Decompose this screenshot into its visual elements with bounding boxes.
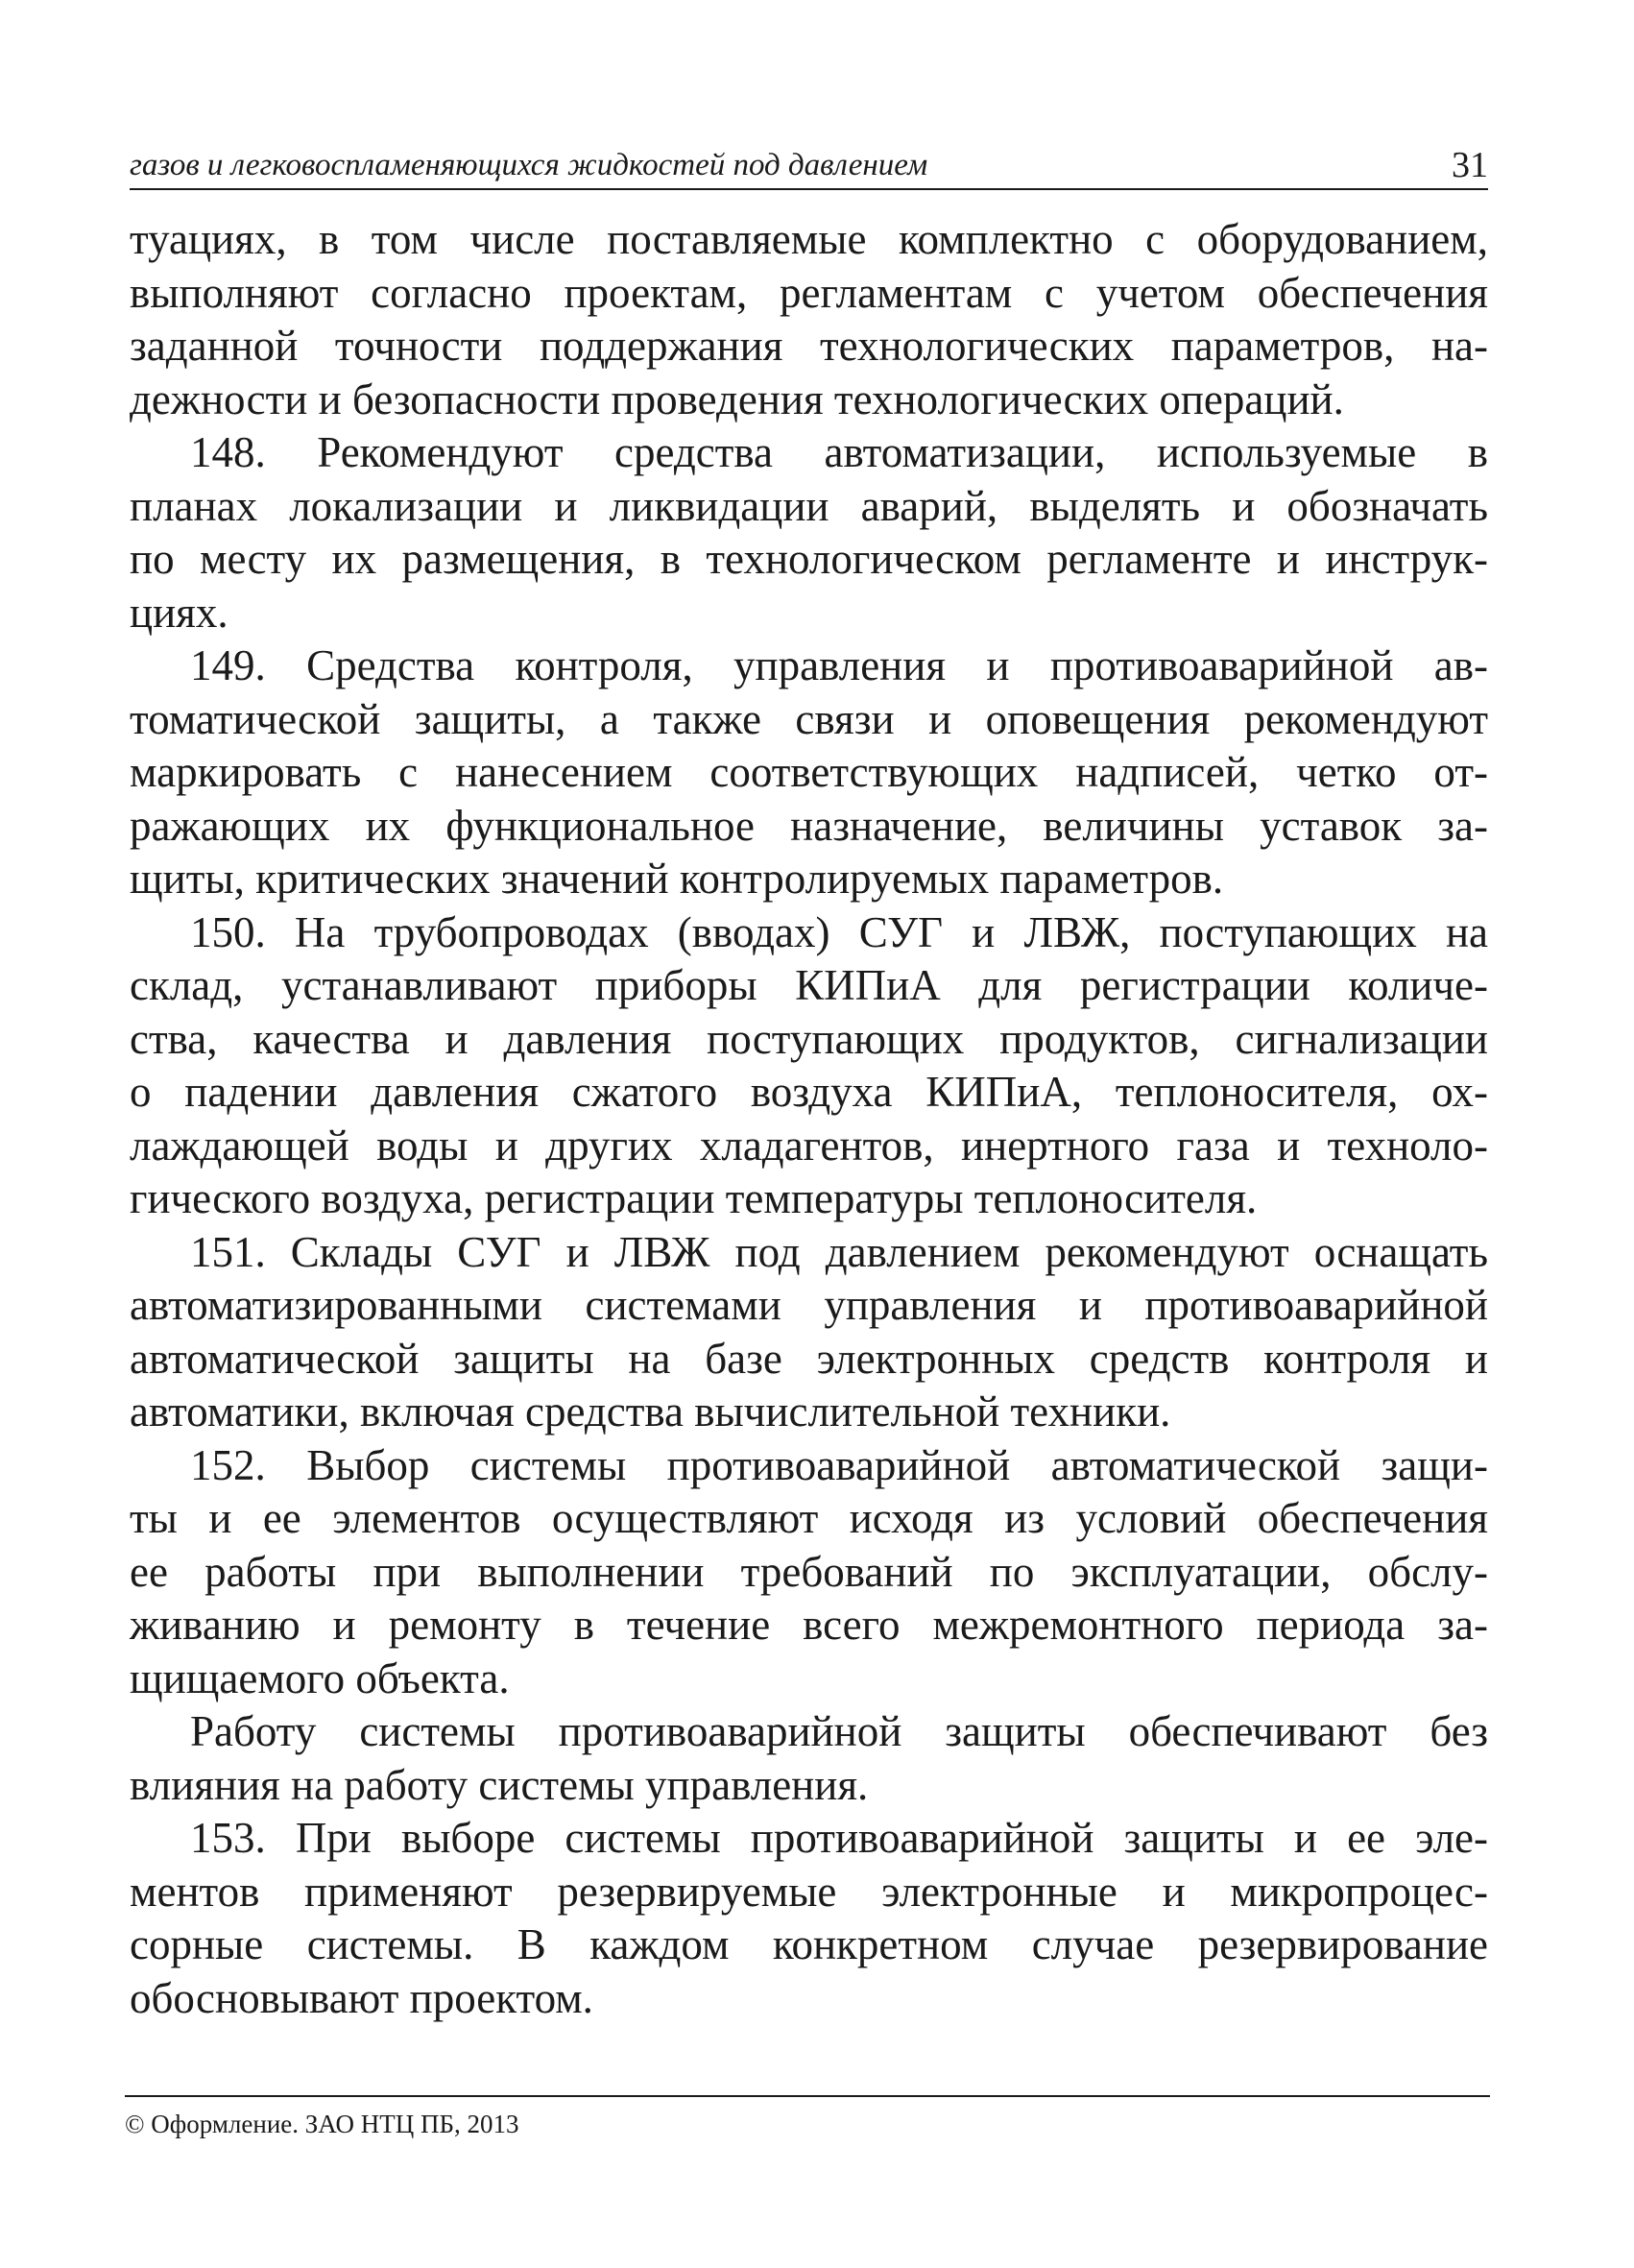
paragraph-149-start: 149. Средства контроля, управления и противоаварийной ав-	[190, 641, 1488, 689]
text-line: маркировать с нанесением соответствующих надписей, четко от-	[130, 748, 1488, 796]
text-line: заданной точности поддержания технологических параметров, на-	[130, 322, 1488, 370]
paragraph-150-start: 150. На трубопроводах (вводах) СУГ и ЛВЖ, поступающих на	[190, 907, 1488, 956]
text-line: ражающих их функциональное назначение, величины уставок за-	[130, 801, 1488, 850]
text-line: влияния на работу системы управления.	[130, 1760, 869, 1809]
paragraph-153-start: 153. При выборе системы противоаварийной защиты и ее эле-	[190, 1814, 1488, 1862]
text-line: циях.	[130, 588, 228, 637]
text-line: лаждающей воды и других хладагентов, инертного газа и техноло-	[130, 1121, 1488, 1170]
text-line: щиты, критических значений контролируемых параметров.	[130, 855, 1224, 903]
paragraph-start: Работу системы противоаварийной защиты обеспечивают без	[190, 1707, 1488, 1755]
paragraph-148-start: 148. Рекомендуют средства автоматизации, используемые в	[190, 428, 1488, 476]
text-line: планах локализации и ликвидации аварий, выделять и обозначать	[130, 481, 1488, 530]
running-header	[130, 142, 1488, 190]
copyright-notice: © Оформление. ЗАО НТЦ ПБ, 2013	[125, 2110, 519, 2138]
text-line: щищаемого объекта.	[130, 1653, 510, 1702]
footer-divider	[125, 2095, 1490, 2097]
text-line: склад, устанавливают приборы КИПиА для регистрации количе-	[130, 961, 1488, 1009]
text-line: по месту их размещения, в технологическом регламенте и инструк-	[130, 535, 1488, 583]
text-line: обосновывают проектом.	[130, 1973, 593, 2022]
text-line: автоматизированными системами управления и противоаварийной	[130, 1281, 1488, 1329]
paragraph-152-start: 152. Выбор системы противоаварийной автоматической защи-	[190, 1440, 1488, 1489]
text-line: томатической защиты, а также связи и оповещения рекомендуют	[130, 694, 1488, 743]
text-line: живанию и ремонту в течение всего межремонтного периода за-	[130, 1601, 1488, 1649]
text-line: о падении давления сжатого воздуха КИПиА, теплоносителя, ох-	[130, 1068, 1488, 1116]
running-title: газов и легковоспламеняющихся жидкостей под давлением	[130, 148, 928, 182]
text-line: туациях, в том числе поставляемые комплектно с оборудованием,	[130, 215, 1488, 263]
text-line: ства, качества и давления поступающих продуктов, сигнализации	[130, 1014, 1488, 1063]
page-number: 31	[1452, 145, 1488, 185]
text-line: ее работы при выполнении требований по эксплуатации, обслу-	[130, 1547, 1488, 1596]
text-line: автоматики, включая средства вычислительной техники.	[130, 1387, 1171, 1436]
text-line: выполняют согласно проектам, регламентам с учетом обеспечения	[130, 268, 1488, 317]
text-line: ты и ее элементов осуществляют исходя из условий обеспечения	[130, 1494, 1488, 1542]
text-line: гического воздуха, регистрации температуры теплоносителя.	[130, 1174, 1258, 1222]
text-line: ментов применяют резервируемые электронные и микропроцес-	[130, 1867, 1488, 1916]
paragraph-151-start: 151. Склады СУГ и ЛВЖ под давлением рекомендуют оснащать	[190, 1227, 1488, 1276]
text-line: сорные системы. В каждом конкретном случае резервирование	[130, 1920, 1488, 1968]
body-text	[130, 213, 1488, 2025]
text-line: дежности и безопасности проведения технологических операций.	[130, 374, 1344, 423]
text-line: автоматической защиты на базе электронных средств контроля и	[130, 1334, 1488, 1383]
